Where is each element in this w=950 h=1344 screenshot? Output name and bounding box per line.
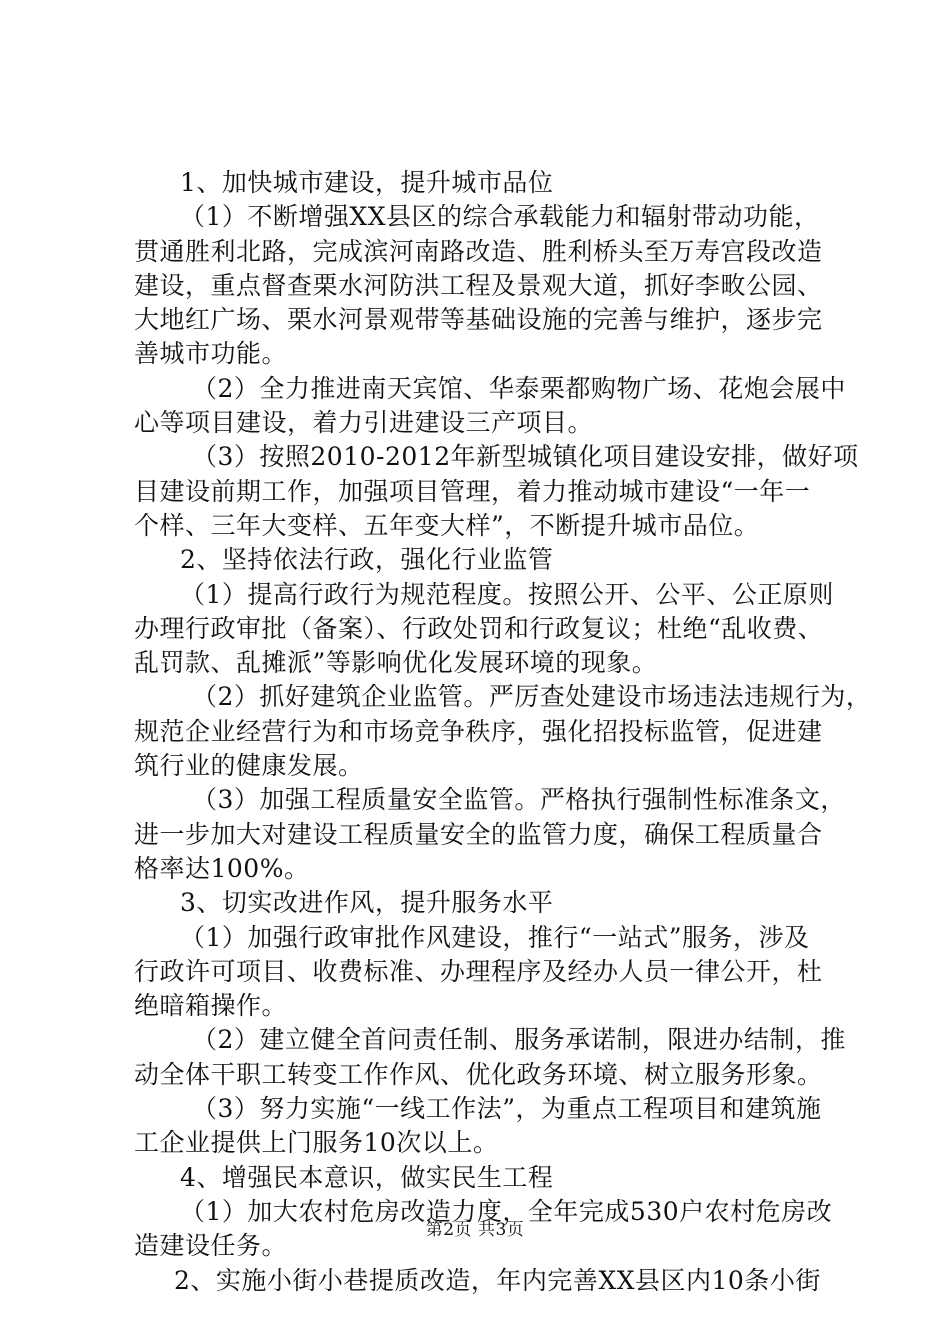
text-line: 目建设前期工作，加强项目管理，着力推动城市建设“一年一 bbox=[134, 476, 811, 506]
section-heading-line: 3、切实改进作风，提升服务水平 bbox=[180, 888, 554, 918]
text-line: 进一步加大对建设工程质量安全的监管力度，确保工程质量合 bbox=[134, 819, 823, 849]
text-line: 规范企业经营行为和市场竞争秩序，强化招投标监管，促进建 bbox=[134, 716, 823, 746]
text-line: 贯通胜利北路，完成滨河南路改造、胜利桥头至万寿宫段改造 bbox=[134, 236, 823, 266]
text-line: （2）建立健全首问责任制、服务承诺制，限进办结制，推 bbox=[192, 1025, 846, 1055]
text-line: 工企业提供上门服务10次以上。 bbox=[134, 1128, 499, 1158]
text-line: 动全体干职工转变工作作风、优化政务环境、树立服务形象。 bbox=[134, 1059, 823, 1089]
text-line: （1）加大农村危房改造力度，全年完成530户农村危房改 bbox=[180, 1196, 833, 1226]
text-line: （3）按照2010-2012年新型城镇化项目建设安排，做好项 bbox=[192, 442, 859, 472]
text-line: （3）加强工程质量安全监管。严格执行强制性标准条文， bbox=[192, 785, 846, 815]
section-heading-line: 4、增强民本意识，做实民生工程 bbox=[180, 1162, 554, 1192]
text-line: （1）加强行政审批作风建设，推行“一站式”服务，涉及 bbox=[180, 922, 810, 952]
text-line: （2）全力推进南天宾馆、华泰栗都购物广场、花炮会展中 bbox=[192, 373, 846, 403]
text-line: （1）不断增强XX县区的综合承载能力和辐射带动功能， bbox=[180, 202, 820, 232]
page-footer: 第2页 共3页 bbox=[425, 1220, 525, 1240]
text-line: 行政许可项目、收费标准、办理程序及经办人员一律公开，杜 bbox=[134, 956, 823, 986]
text-line: 筑行业的健康发展。 bbox=[134, 751, 364, 781]
text-line: 格率达100%。 bbox=[134, 853, 310, 883]
text-line: 建设，重点督查栗水河防洪工程及景观大道，抓好李畋公园、 bbox=[134, 270, 823, 300]
text-line: 个样、三年大变样、五年变大样”，不断提升城市品位。 bbox=[134, 510, 760, 540]
section-heading-line: 2、坚持依法行政，强化行业监管 bbox=[180, 545, 554, 575]
text-line: 大地红广场、栗水河景观带等基础设施的完善与维护，逐步完 bbox=[134, 305, 823, 335]
text-line: 善城市功能。 bbox=[134, 339, 288, 369]
text-line: （3）努力实施“一线工作法”，为重点工程项目和建筑施 bbox=[192, 1094, 822, 1124]
text-line: 造建设任务。 bbox=[134, 1231, 288, 1261]
text-line: （2）抓好建筑企业监管。严厉查处建设市场违法违规行为， bbox=[192, 682, 872, 712]
text-line: 绝暗箱操作。 bbox=[134, 991, 288, 1021]
text-line: 办理行政审批（备案）、行政处罚和行政复议；杜绝“乱收费、 bbox=[134, 613, 824, 643]
text-line: 乱罚款、乱摊派”等影响优化发展环境的现象。 bbox=[134, 648, 658, 678]
section-heading-line: 1、加快城市建设，提升城市品位 bbox=[180, 168, 554, 197]
text-line: 心等项目建设，着力引进建设三产项目。 bbox=[134, 408, 594, 438]
text-line: （1）提高行政行为规范程度。按照公开、公平、公正原则 bbox=[180, 579, 834, 609]
document-body bbox=[134, 166, 872, 1298]
text-line: 2、实施小街小巷提质改造，年内完善XX县区内10条小街 bbox=[174, 1265, 821, 1295]
